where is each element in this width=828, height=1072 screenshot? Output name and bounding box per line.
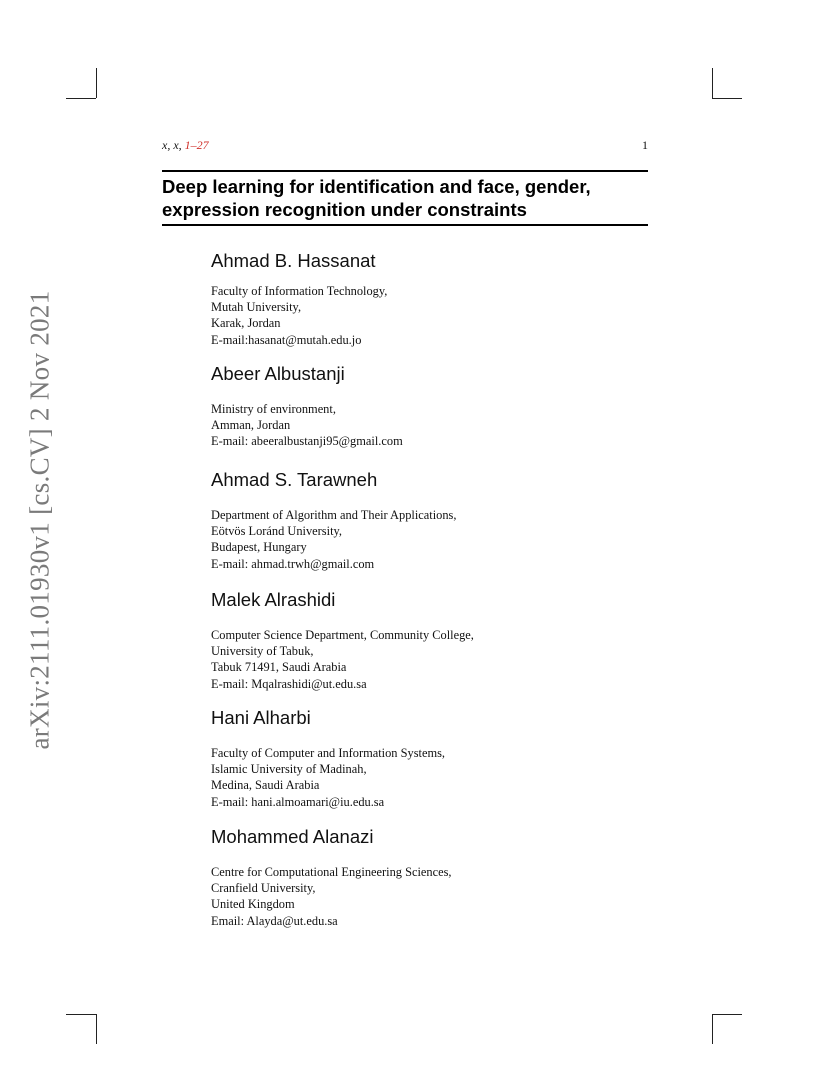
running-head [162,138,648,153]
author-name: Abeer Albustanji [211,363,345,384]
author-email: E-mail:hasanat@mutah.edu.jo [211,332,362,347]
title-line: Deep learning for identification and face, gender, [162,176,591,197]
title-rule-top [162,170,648,172]
author-email: E-mail: abeeralbustanji95@gmail.com [211,434,403,449]
paper-title [162,176,648,221]
crop-mark [96,68,97,98]
journal-ref: x, x, [162,138,185,152]
affiliation-line: United Kingdom [211,897,295,912]
author-name: Ahmad S. Tarawneh [211,469,378,490]
author-email: E-mail: Mqalrashidi@ut.edu.sa [211,676,367,691]
author-email: E-mail: ahmad.trwh@gmail.com [211,556,375,571]
author-block [211,250,387,348]
affiliation-line: Computer Science Department, Community College, [211,628,474,642]
title-line: expression recognition under constraints [162,198,527,220]
crop-mark [712,68,713,98]
author-name: Mohammed Alanazi [211,826,374,847]
title-rule-bottom [162,224,648,226]
author-name: Hani Alharbi [211,707,311,728]
author-block [211,826,452,929]
author-email: Email: Alayda@ut.edu.sa [211,913,338,928]
crop-mark [96,1014,97,1044]
arxiv-identifier: arXiv:2111.01930v1 [cs.CV] 2 Nov 2021 [24,290,55,750]
author-block [211,363,403,450]
author-name: Ahmad B. Hassanat [211,250,376,271]
page-range-link[interactable]: 1–27 [184,138,209,152]
author-name: Malek Alrashidi [211,589,336,610]
affiliation-line: Eötvös Loránd University, [211,524,342,539]
affiliation-line: Mutah University, [211,300,302,315]
crop-mark [66,98,96,99]
affiliation-line: Medina, Saudi Arabia [211,778,320,793]
affiliation-line: Department of Algorithm and Their Applications, [211,508,457,522]
author-block [211,469,456,572]
author-block [211,589,474,692]
affiliation-line: Centre for Computational Engineering Sciences, [211,865,452,879]
page-number: 1 [642,138,648,152]
affiliation-line: Faculty of Computer and Information Systems, [211,746,446,760]
affiliation-line: Amman, Jordan [211,418,291,433]
affiliation-line: Budapest, Hungary [211,540,307,555]
crop-mark [66,1014,96,1015]
affiliation-line: Faculty of Information Technology, [211,284,388,298]
affiliation-line: Karak, Jordan [211,316,281,331]
affiliation-line: Islamic University of Madinah, [211,762,367,777]
affiliation-line: Ministry of environment, [211,402,336,416]
affiliation-line: University of Tabuk, [211,644,314,659]
affiliation-line: Cranfield University, [211,881,316,896]
crop-mark [712,1014,713,1044]
affiliation-line: Tabuk 71491, Saudi Arabia [211,660,347,675]
author-block [211,707,445,810]
crop-mark [712,98,742,99]
crop-mark [712,1014,742,1015]
author-email: E-mail: hani.almoamari@iu.edu.sa [211,794,385,809]
